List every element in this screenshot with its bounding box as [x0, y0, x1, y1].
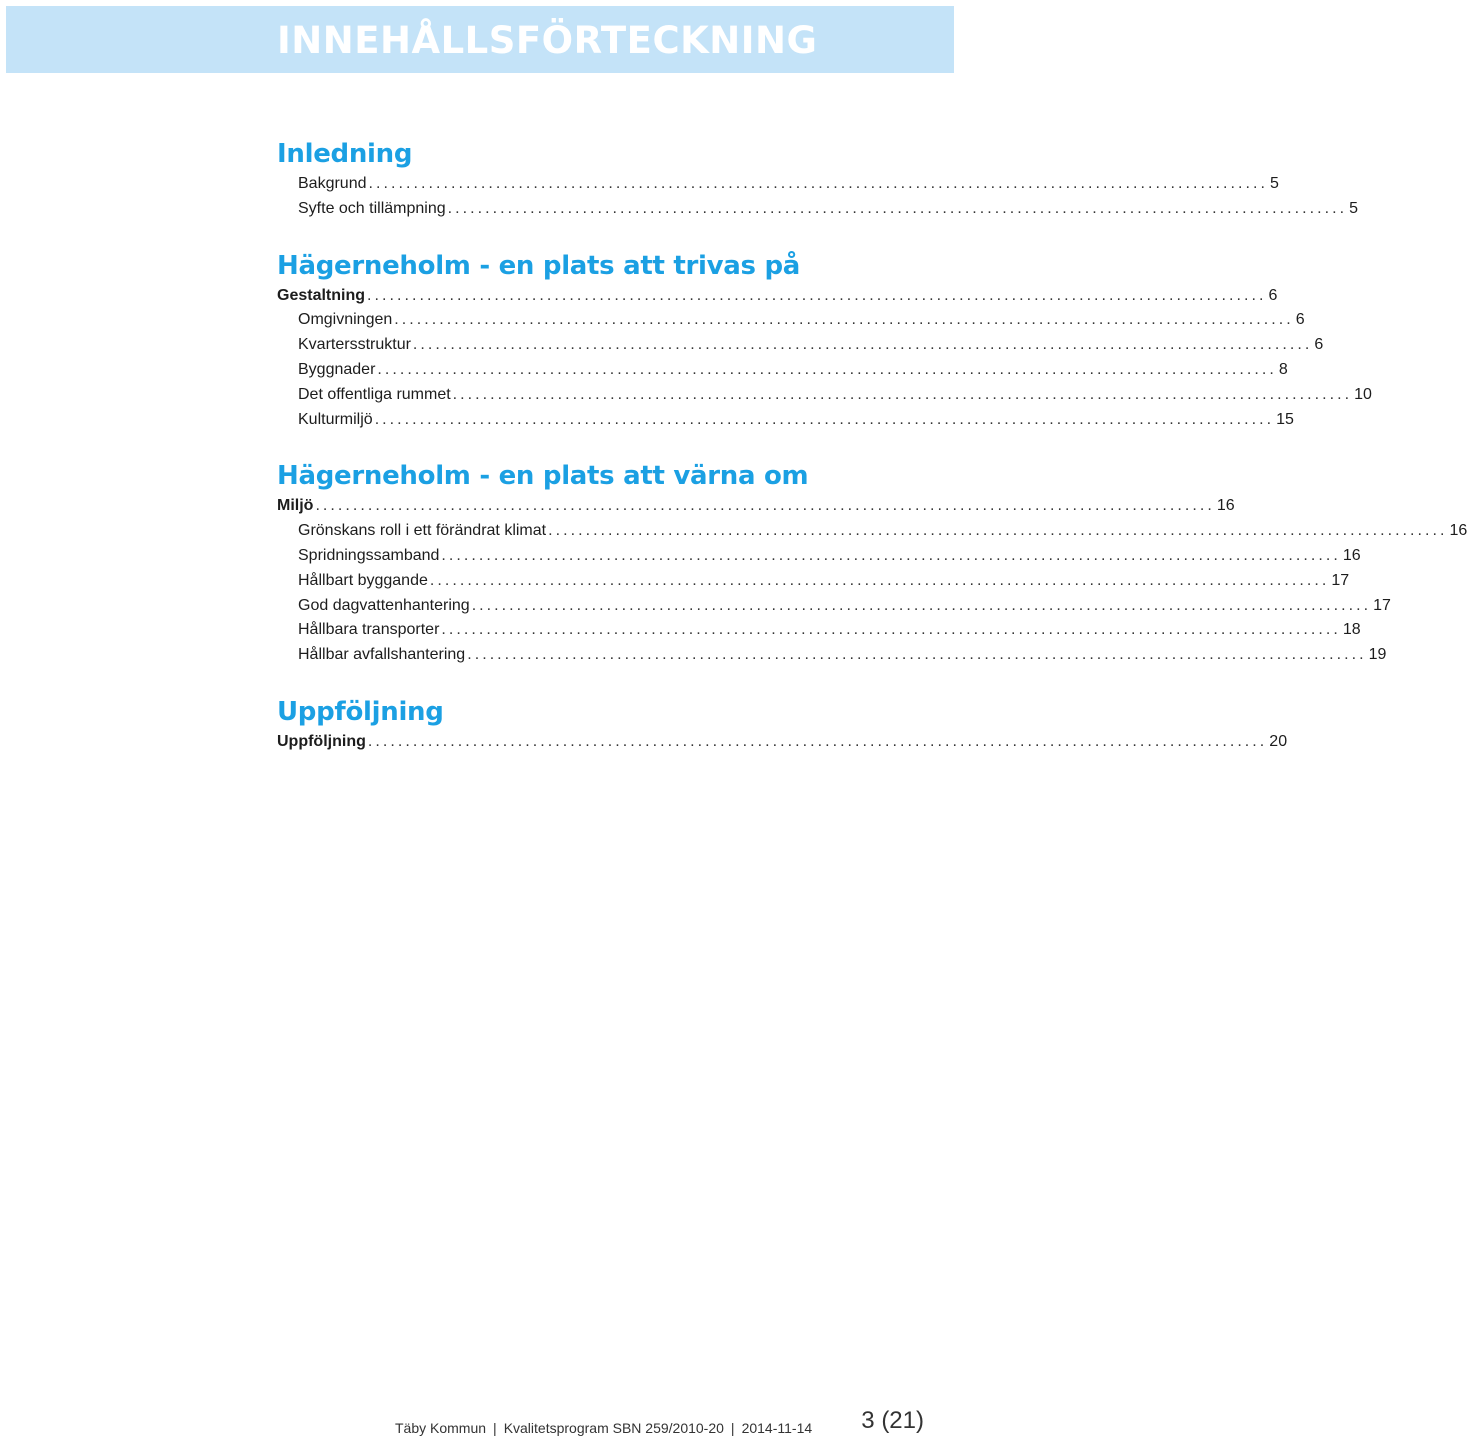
toc-entry-label: Hållbara transporter: [298, 621, 440, 639]
toc-entry[interactable]: [277, 408, 1294, 433]
toc-entry[interactable]: [277, 544, 1361, 569]
dot-leader: ........................................................................................................................: [367, 286, 1267, 304]
dot-leader: ........................................................................................................................: [374, 410, 1275, 428]
toc-entry-page: 6: [1314, 336, 1324, 354]
toc-entry[interactable]: [277, 197, 1358, 222]
toc-entry-label: Byggnader: [298, 360, 376, 378]
toc-entry-page: 6: [1268, 286, 1278, 304]
toc-section-trivas: [277, 248, 1372, 433]
toc-entry-page: 20: [1269, 732, 1288, 750]
dot-leader: ........................................................................................................................: [548, 522, 1448, 540]
footer-document: Kvalitetsprogram SBN 259/2010-20: [503, 1420, 724, 1436]
toc-entry-label: Kulturmiljö: [298, 410, 373, 428]
toc-entry-page: 5: [1349, 199, 1358, 217]
dot-leader: ........................................................................................................................: [412, 336, 1313, 354]
toc-entry-label: Hållbart byggande: [298, 571, 428, 589]
toc-entry-page: 5: [1269, 175, 1279, 192]
toc-entry[interactable]: [277, 284, 1278, 309]
dot-leader: ........................................................................................................................: [377, 360, 1277, 378]
toc-entry[interactable]: [277, 172, 1279, 197]
toc-entry-page: 15: [1276, 410, 1294, 428]
toc-entry-page: 16: [1216, 497, 1235, 515]
dot-leader: ........................................................................................................................: [367, 732, 1268, 750]
toc-section-inledning: [277, 136, 1358, 222]
toc-entry-label: God dagvattenhantering: [298, 596, 470, 614]
dot-leader: ........................................................................................................................: [467, 646, 1367, 664]
footer-date: 2014-11-14: [741, 1420, 813, 1436]
toc-entry-page: 16: [1449, 522, 1467, 540]
footer-separator: |: [493, 1420, 497, 1436]
toc-entry-page: 17: [1373, 596, 1391, 614]
toc-entry[interactable]: [277, 594, 1391, 619]
table-of-contents: [277, 136, 1467, 781]
toc-entry[interactable]: [277, 358, 1288, 383]
toc-entry[interactable]: [277, 383, 1372, 408]
toc-entry[interactable]: [277, 730, 1288, 755]
toc-entry-page: 6: [1295, 311, 1305, 329]
toc-entry-label: Uppföljning: [277, 732, 366, 750]
toc-section-varna: [277, 458, 1467, 668]
toc-entry-page: 18: [1342, 621, 1361, 639]
section-heading: Hägerneholm - en plats att trivas på: [277, 250, 801, 281]
toc-entry-page: 10: [1354, 385, 1372, 403]
toc-entry-label: Bakgrund: [298, 175, 367, 192]
toc-entry-label: Spridningssamband: [298, 546, 440, 564]
section-heading: Uppföljning: [277, 696, 444, 727]
page-number: 3 (21): [861, 1407, 924, 1434]
dot-leader: ........................................................................................................................: [394, 311, 1294, 329]
dot-leader: ........................................................................................................................: [315, 497, 1215, 515]
toc-entry-label: Gestaltning: [277, 286, 366, 304]
page-title: INNEHÅLLSFÖRTECKNING: [277, 19, 818, 62]
toc-entry-label: Kvartersstruktur: [298, 336, 411, 354]
dot-leader: ........................................................................................................................: [368, 175, 1268, 192]
toc-entry[interactable]: [277, 618, 1361, 643]
footer-org: Täby Kommun: [395, 1420, 487, 1436]
toc-entry-page: 19: [1368, 646, 1387, 664]
dot-leader: ........................................................................................................................: [429, 571, 1330, 589]
toc-entry-page: 17: [1331, 571, 1350, 589]
footer-separator: |: [730, 1420, 735, 1436]
dot-leader: ........................................................................................................................: [452, 385, 1353, 403]
dot-leader: ........................................................................................................................: [441, 546, 1341, 564]
toc-entry[interactable]: [277, 494, 1235, 519]
toc-entry-label: Syfte och tillämpning: [298, 199, 446, 217]
toc-entry[interactable]: [277, 308, 1305, 333]
dot-leader: ........................................................................................................................: [441, 621, 1341, 639]
dot-leader: ........................................................................................................................: [471, 596, 1372, 614]
dot-leader: ........................................................................................................................: [447, 199, 1348, 217]
toc-entry-label: Hållbar avfallshantering: [298, 646, 466, 664]
toc-entry-label: Det offentliga rummet: [298, 385, 451, 403]
toc-entry[interactable]: [277, 519, 1467, 544]
toc-entry-label: Miljö: [277, 497, 314, 515]
toc-entry-label: Grönskans roll i ett förändrat klimat: [298, 522, 547, 540]
section-heading: Inledning: [277, 139, 413, 169]
toc-entry-label: Omgivningen: [298, 311, 393, 329]
toc-entry-page: 16: [1342, 546, 1361, 564]
section-heading: Hägerneholm - en plats att värna om: [277, 461, 809, 492]
toc-entry[interactable]: [277, 333, 1324, 358]
toc-section-uppfoljning: [277, 694, 1288, 755]
footer: [395, 1418, 812, 1438]
toc-entry[interactable]: [277, 643, 1387, 668]
toc-entry[interactable]: [277, 569, 1350, 594]
toc-entry-page: 8: [1278, 360, 1288, 378]
